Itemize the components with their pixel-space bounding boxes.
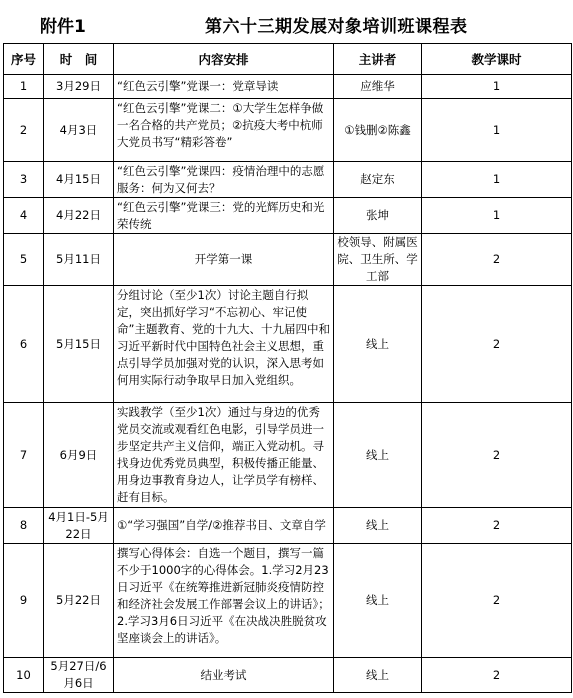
table-row — [4, 234, 572, 286]
cell-no: 8 — [4, 508, 44, 544]
table-row — [4, 286, 572, 403]
header-hours: 教学课时 — [422, 44, 572, 75]
cell-speaker: 赵定东 — [334, 162, 422, 198]
cell-time: 4月1日-5月22日 — [44, 508, 114, 544]
cell-speaker: 线上 — [334, 403, 422, 508]
table-row — [4, 162, 572, 198]
cell-hours: 2 — [422, 403, 572, 508]
cell-time: 5月11日 — [44, 234, 114, 286]
cell-speaker: ①钱删②陈鑫 — [334, 99, 422, 162]
cell-speaker: 线上 — [334, 286, 422, 403]
table-row — [4, 99, 572, 162]
cell-content: 实践教学（至少1次）通过与身边的优秀党员交流或观看红色电影，引导学员进一步坚定共产主义信仰，端正入党动机。寻找身边优秀党员典型，积极传播正能量、用身边事教育身边人，让学员学有榜样、赶有目标。 — [114, 403, 334, 508]
cell-speaker: 线上 — [334, 508, 422, 544]
cell-hours: 2 — [422, 234, 572, 286]
cell-speaker: 线上 — [334, 544, 422, 658]
cell-hours: 1 — [422, 198, 572, 234]
cell-content: 开学第一课 — [114, 234, 334, 286]
cell-no: 9 — [4, 544, 44, 658]
cell-no: 2 — [4, 99, 44, 162]
document-header — [0, 0, 573, 45]
cell-content: 分组讨论（至少1次）讨论主题自行拟定，突出抓好学习“不忘初心、牢记使命”主题教育、党的十九大、十九届四中和习近平新时代中国特色社会主义思想，重点引导学员加强对党的认识，深入思考如何用实际行动争取早日加入党组织。 — [114, 286, 334, 403]
document-title: 第六十三期发展对象培训班课程表 — [205, 17, 468, 37]
cell-time: 4月3日 — [44, 99, 114, 162]
header-no: 序号 — [4, 44, 44, 75]
schedule-table — [3, 43, 572, 693]
cell-time: 5月15日 — [44, 286, 114, 403]
annex-label: 附件1 — [40, 17, 86, 37]
header-speaker: 主讲者 — [334, 44, 422, 75]
cell-content: “红色云引擎”党课一：党章导读 — [114, 75, 334, 99]
table-row — [4, 198, 572, 234]
cell-speaker: 校领导、附属医院、卫生所、学工部 — [334, 234, 422, 286]
table-row — [4, 403, 572, 508]
cell-no: 4 — [4, 198, 44, 234]
cell-hours: 2 — [422, 286, 572, 403]
cell-hours: 1 — [422, 99, 572, 162]
cell-no: 5 — [4, 234, 44, 286]
cell-content: “红色云引擎”党课二：①大学生怎样争做一名合格的共产党员；②抗疫大考中杭师大党员书写“精彩答卷” — [114, 99, 334, 162]
cell-hours: 1 — [422, 75, 572, 99]
cell-content: “红色云引擎”党课四：疫情治理中的志愿服务：何为又何去？ — [114, 162, 334, 198]
cell-time: 4月22日 — [44, 198, 114, 234]
cell-content: “红色云引擎”党课三：党的光辉历史和光荣传统 — [114, 198, 334, 234]
cell-time: 4月15日 — [44, 162, 114, 198]
cell-speaker: 张坤 — [334, 198, 422, 234]
table-row — [4, 508, 572, 544]
cell-no: 1 — [4, 75, 44, 99]
cell-content: ①“学习强国”自学/②推荐书目、文章自学 — [114, 508, 334, 544]
cell-time: 5月22日 — [44, 544, 114, 658]
cell-no: 10 — [4, 658, 44, 693]
table-row — [4, 75, 572, 99]
cell-content: 结业考试 — [114, 658, 334, 693]
cell-time: 5月27日/6月6日 — [44, 658, 114, 693]
cell-speaker: 应维华 — [334, 75, 422, 99]
table-header-row — [4, 44, 572, 75]
cell-hours: 2 — [422, 544, 572, 658]
table-row — [4, 658, 572, 693]
cell-no: 6 — [4, 286, 44, 403]
table-row — [4, 544, 572, 658]
header-content: 内容安排 — [114, 44, 334, 75]
cell-hours: 2 — [422, 508, 572, 544]
cell-time: 6月9日 — [44, 403, 114, 508]
cell-speaker: 线上 — [334, 658, 422, 693]
cell-time: 3月29日 — [44, 75, 114, 99]
cell-no: 3 — [4, 162, 44, 198]
cell-hours: 2 — [422, 658, 572, 693]
cell-hours: 1 — [422, 162, 572, 198]
cell-no: 7 — [4, 403, 44, 508]
cell-content: 撰写心得体会：自选一个题目，撰写一篇不少于1000字的心得体会。1.学习2月23日习近平《在统筹推进新冠肺炎疫情防控和经济社会发展工作部署会议上的讲话》；2.学习3月6日习近平《在决战决胜脱贫攻坚座谈会上的讲话》。 — [114, 544, 334, 658]
header-time: 时 间 — [44, 44, 114, 75]
